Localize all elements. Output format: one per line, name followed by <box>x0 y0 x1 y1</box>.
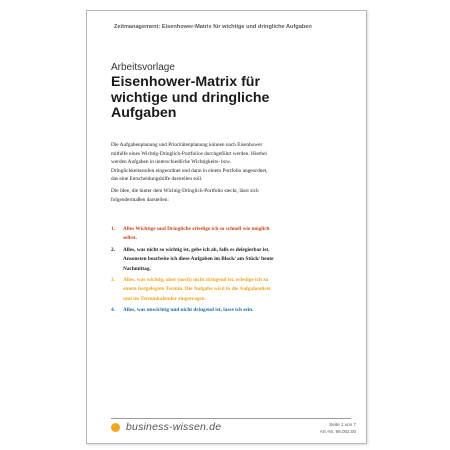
list-item <box>111 306 347 315</box>
text-line: selbst. <box>123 235 137 242</box>
text-line: folgendermaßen darstellen: <box>111 196 169 203</box>
text-line: das eine Entscheidungshilfe darstellen soll. <box>111 176 203 183</box>
text-line: Die Aufgabenplanung und Prioritätenplanung können nach Eisenhower <box>111 142 263 148</box>
list-number: 4. <box>111 307 115 314</box>
logo-dot-icon <box>111 423 120 432</box>
text-line: einem festgelegten Termin. Die Aufgabe wird in die Aufgabenliste <box>123 286 271 293</box>
business-wissen-logo <box>111 421 221 433</box>
body-text <box>111 141 343 207</box>
text-line: Alles Wichtige und Dringliche erledige ich so schnell wie möglich <box>123 226 270 232</box>
document-kicker: Arbeitsvorlage <box>111 62 175 73</box>
article-number: Art.-Nr. 99.002.00 <box>319 428 356 434</box>
title-line: Eisenhower-Matrix für <box>111 74 260 90</box>
text-line: Alles, was wichtig, aber (noch) nicht dringend ist, erledige ich zu <box>123 277 269 284</box>
footer-divider <box>111 418 351 419</box>
logo-text: business-wissen.de <box>126 421 222 433</box>
paragraph <box>111 187 343 204</box>
document-title <box>111 75 351 122</box>
text-line: Nachmittag. <box>123 265 151 272</box>
list-number: 3. <box>111 277 115 284</box>
list-item <box>111 246 347 274</box>
paragraph <box>111 141 343 184</box>
running-header: Zeitmanagement: Eisenhower-Matrix für wichtige und dringliche Aufgaben <box>114 24 312 30</box>
text-line: Dringlichkeitsstufen eingeordnet und dann in einem Portfolio angeordnet, <box>111 167 268 174</box>
text-line: mithilfe eines Wichtig-Dringlich-Portfolios durchgeführt werden. Hierbei <box>111 150 267 157</box>
text-line: Ansonsten bearbeite ich diese Aufgaben im Block/ am Stück/ heute <box>123 256 274 263</box>
text-line: werden Aufgaben in unterschiedliche Wichtigkeits- bzw. <box>111 159 231 166</box>
text-line: Alles, was nicht so wichtig ist, gebe ich ab, falls es delegierbar ist. <box>123 246 270 253</box>
list-item <box>111 225 347 244</box>
page-info <box>320 422 356 435</box>
title-line: wichtige und dringliche <box>111 89 270 106</box>
title-line: Aufgaben <box>111 105 177 121</box>
page-number: Seite 1 von 7 <box>329 422 356 427</box>
document-page <box>86 10 367 444</box>
text-line: Alles, was unwichtig und nicht dringend ist, lasse ich sein. <box>123 307 254 314</box>
text-line: Die Idee, die hinter dem Wichtig-Dringlich-Portfolio steckt, lässt sich <box>111 187 259 194</box>
list-number: 2. <box>111 246 115 253</box>
text-line: und im Terminkalender eingetragen. <box>123 295 206 302</box>
list-item <box>111 276 347 304</box>
priority-list <box>111 225 347 318</box>
list-number: 1. <box>111 226 115 232</box>
